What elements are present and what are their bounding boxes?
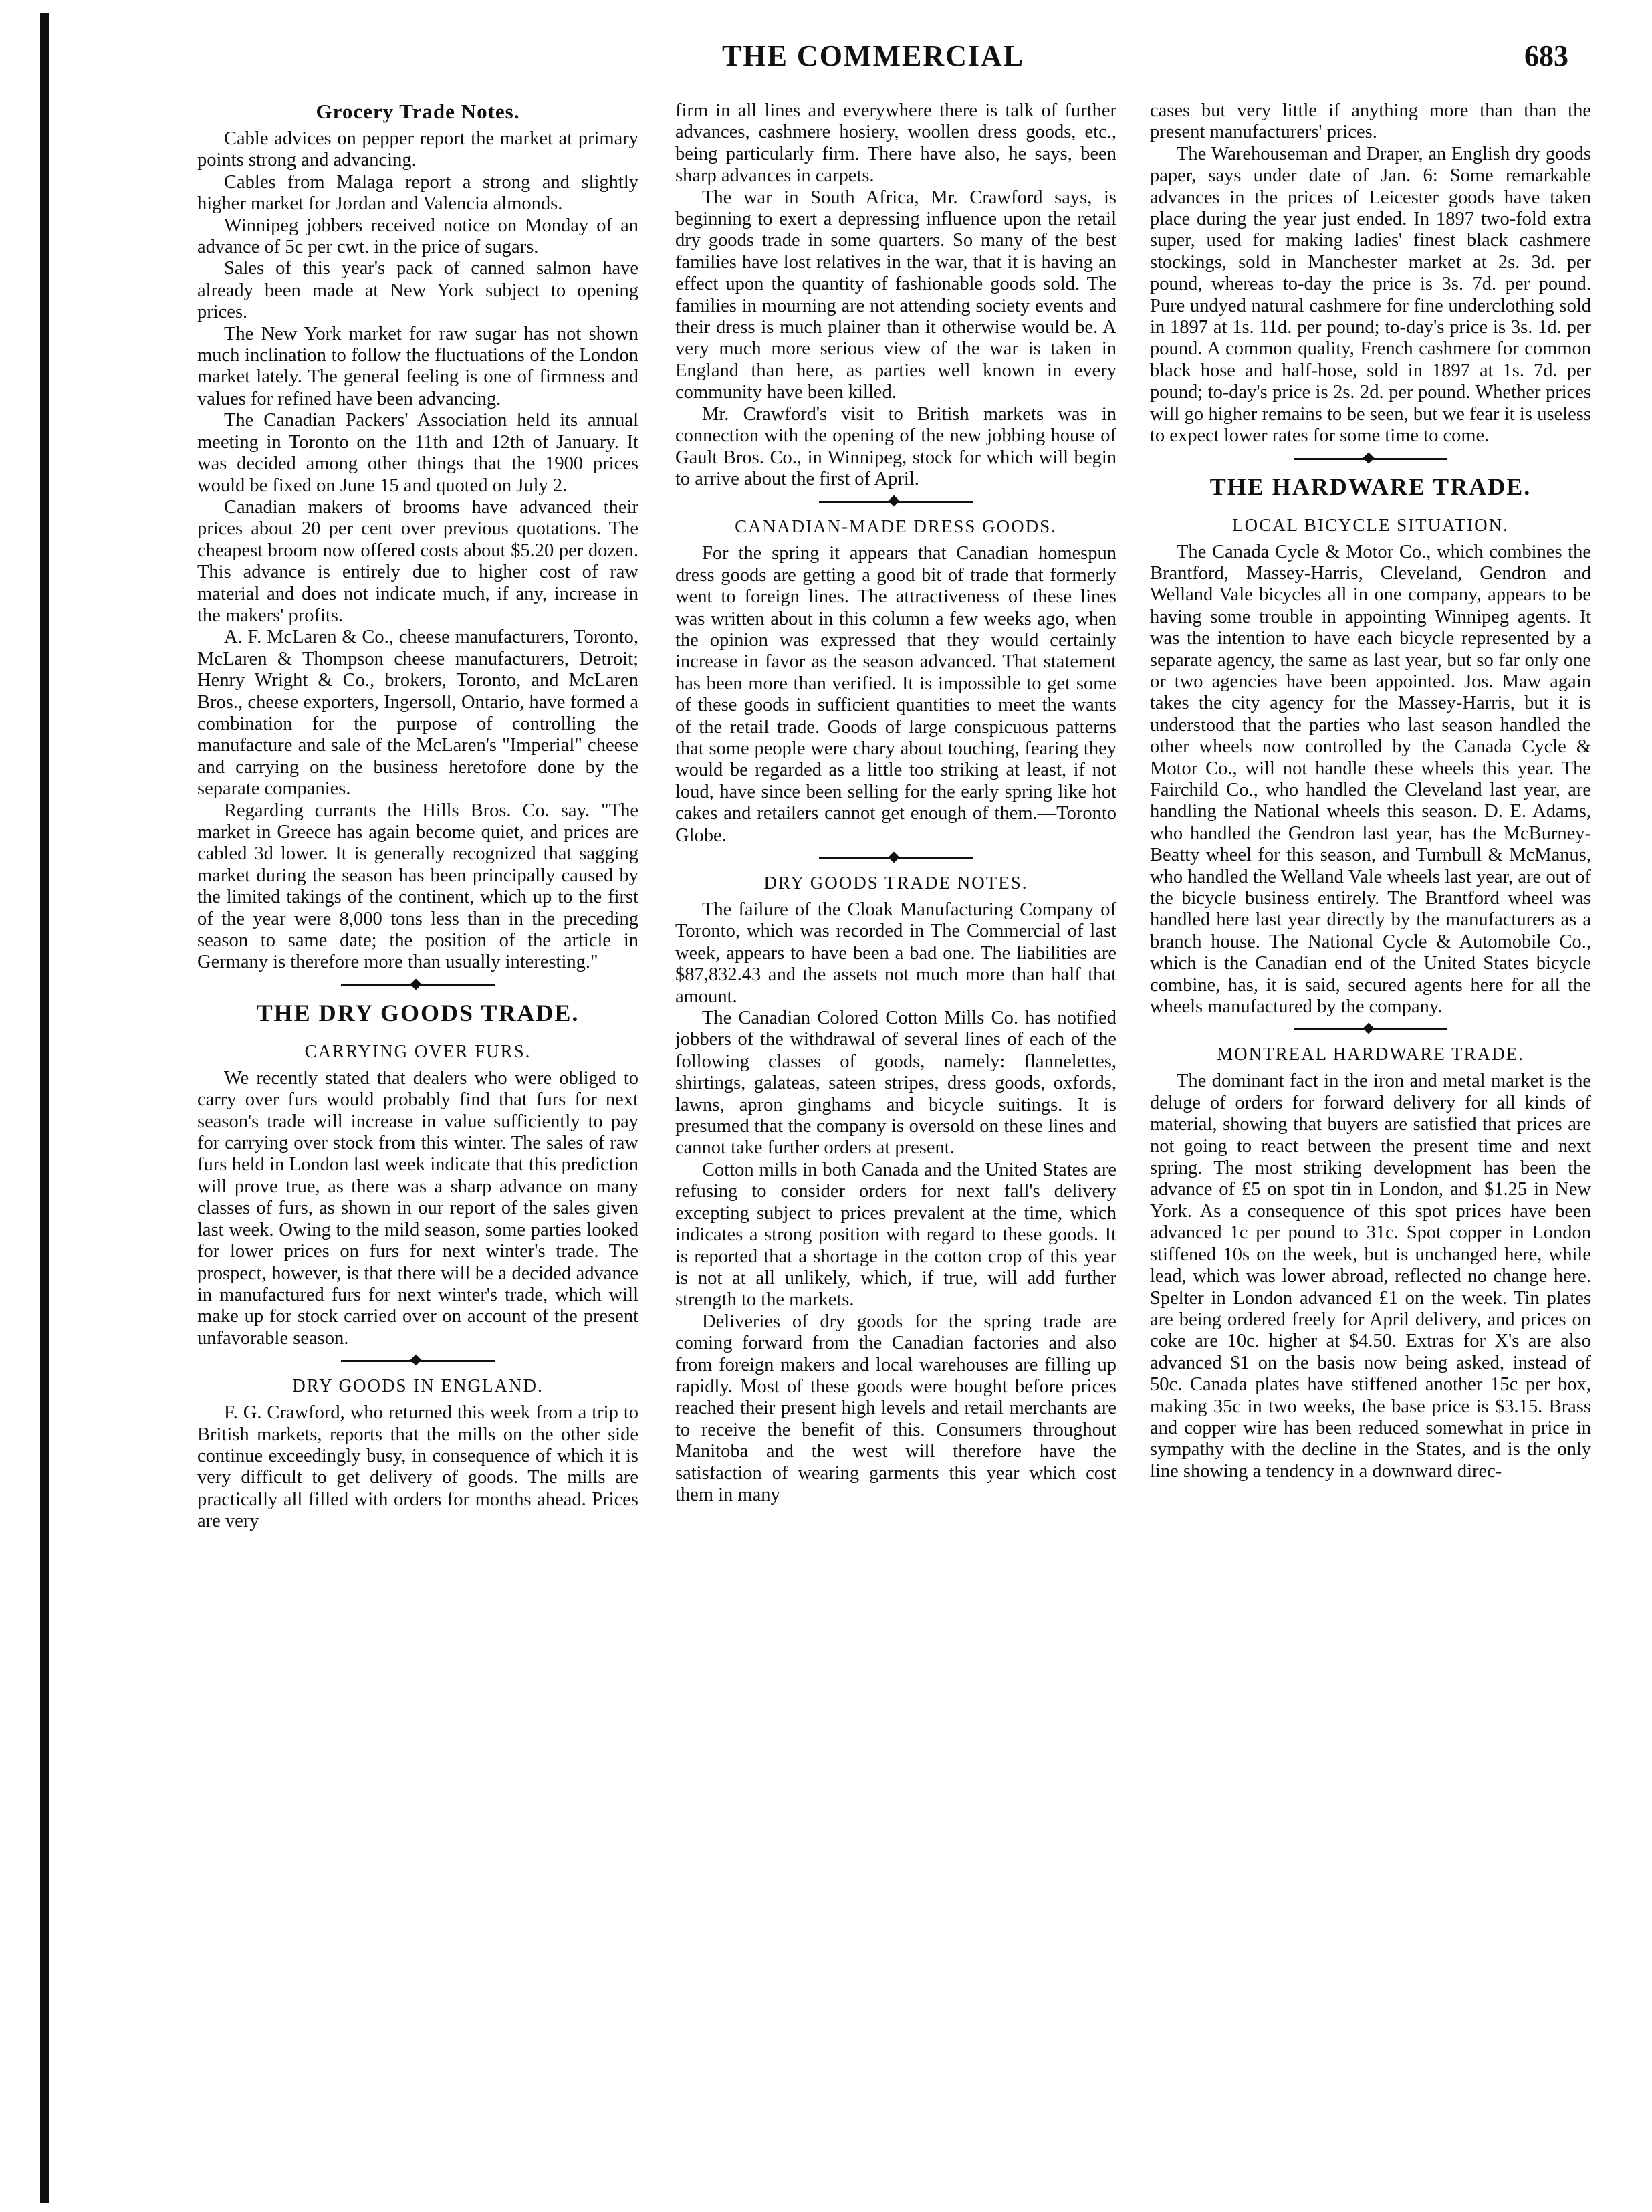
- paragraph: The failure of the Cloak Manufacturing Company of Toronto, which was recorded in The Commercial of last week, appears to have been a bad one. The liabilities are $87,832.43 and the assets not much more than half that amount.: [675, 899, 1116, 1007]
- carrying-over-furs: [197, 1040, 638, 1349]
- hardware-trade-heading: THE HARDWARE TRADE.: [1209, 473, 1532, 500]
- paragraph: Deliveries of dry goods for the spring trade are coming forward from the Canadian factories and also from foreign makers and local warehouses are filling up rapidly. Most of these goods were bought before prices reached their present high levels and retail merchants are to receive the benefit of this. Consumers throughout Manitoba and the west will therefore have the satisfaction of wearing garments this year which cost them in many: [675, 1311, 1116, 1505]
- canadian-made-heading: CANADIAN-MADE DRESS GOODS.: [735, 516, 1057, 537]
- paragraph: For the spring it appears that Canadian homespun dress goods are getting a good bit of trade that formerly went to foreign lines. The attractiveness of these lines was written about in this column a few weeks ago, when the opinion was expressed that they would certainly increase in favor as the season advanced. That statement has been more than verified. It is impossible to get some of these goods in sufficient quantities to meet the wants of the retail trade. Goods of large conspicuous patterns that some people were chary about touching, fearing they would be regarded as a little too striking at least, if not loud, have since been selling for the early spring like hot cakes and retailers cannot get enough of them.—Toronto Globe.: [675, 543, 1116, 846]
- dry-goods-trade-heading: THE DRY GOODS TRADE.: [256, 999, 580, 1026]
- paragraph: The war in South Africa, Mr. Crawford says, is beginning to exert a depressing influence upon the retail dry goods trade in some quarters. So many of the best families have lost relatives in the war, that it is having an effect upon the quantity of fashionable goods sold. The families in mourning are not attending society events and their dress is much plainer than it otherwise would be. A very much more serious view of the war is taken in England than here, as parties well known in every community have been killed.: [675, 187, 1116, 403]
- dry-goods-notes-heading: DRY GOODS TRADE NOTES.: [763, 873, 1028, 893]
- montreal-heading: MONTREAL HARDWARE TRADE.: [1217, 1044, 1524, 1065]
- paragraph: firm in all lines and everywhere there is talk of further advances, cashmere hosiery, woollen dress goods, etc., being particularly firm. There have also, he says, been sharp advances in carpets.: [675, 100, 1116, 187]
- paragraph: Cotton mills in both Canada and the United States are refusing to consider orders for next fall's delivery excepting subject to prices prevalent at the time, which indicates a strong position with regard to these goods. It is reported that a shortage in the cotton crop of this year is not at all unlikely, which, if true, will add further strength to the markets.: [675, 1159, 1116, 1311]
- section-divider: [1294, 1028, 1447, 1030]
- section-divider: [1294, 458, 1447, 460]
- paragraph: The dominant fact in the iron and metal market is the deluge of orders for forward delivery for all kinds of material, showing that buyers are satisfied that prices are not going to react between the present time and next spring. The most striking development has been the advance of £5 on spot tin in London, and $1.25 in New York. As a consequence of this spot prices have been advanced 1c per pound to 31c. Spot copper in London stiffened 10s on the week, but is unchanged here, while lead, which was lower abroad, reflected no change here. Spelter in London advanced £1 on the week. Tin plates are being ordered freely for April delivery, and prices on coke are 10c. higher at $4.50. Extras for X's are also advanced $1 on the basis now being asked, instead of 50c. Canada plates have stiffened another 15c per box, making 35c in two weeks, the base price is $3.15. Brass and copper wire has been reduced somewhat in price in sympathy with the decline in the States, and is the only line showing a tendency in a downward direc-: [1150, 1071, 1591, 1482]
- column-3: [1150, 100, 1591, 2187]
- paragraph: Cables from Malaga report a strong and slightly higher market for Jordan and Valencia almonds.: [197, 171, 638, 215]
- paragraph: The Canadian Colored Cotton Mills Co. has notified jobbers of the withdrawal of several lines of each of the following classes of goods, namely: flannelettes, shirtings, galateas, sateen stripes, dress goods, oxfords, lawns, apron ginghams and bicycle suitings. It is presumed that the company is oversold on these lines and cannot take further orders at present.: [675, 1008, 1116, 1159]
- paragraph: Winnipeg jobbers received notice on Monday of an advance of 5c per cwt. in the price of sugars.: [197, 215, 638, 258]
- column-1: [197, 100, 638, 2187]
- page-number: 683: [1524, 39, 1568, 72]
- dry-goods-trade-notes: [675, 871, 1116, 1506]
- dry-goods-in-england: [197, 1374, 638, 1532]
- column-2: [675, 100, 1116, 2187]
- paragraph: Sales of this year's pack of canned salmon have already been made at New York subject to opening prices.: [197, 258, 638, 323]
- paragraph: We recently stated that dealers who were obliged to carry over furs would probably find that furs for next season's trade will increase in value sufficiently to pay for carrying over stock from this winter. The sales of raw furs held in London last week indicate that this prediction will prove true, as there was a sharp advance on many classes of furs, as shown in our report of the sales given last week. Owing to the mild season, some parties looked for lower prices on furs for next winter's trade. The prospect, however, is that there will be a decided advance in manufactured furs for next winter's trade, which will make up for stock carried over on account of the present unfavorable season.: [197, 1067, 638, 1349]
- paragraph: The Canada Cycle & Motor Co., which combines the Brantford, Massey-Harris, Cleveland, Gendron and Welland Vale bicycles all in one company, appears to be having some trouble in appointing Winnipeg agents. It was the intention to have each bicycle represented by a separate agency, the same as last year, but so far only one or two agencies have been appointed. Jos. Maw again takes the city agency for the Massey-Harris, but it is understood that the parties who last season handled the other wheels now controlled by the Canada Cycle & Motor Co., will not handle these wheels this year. The Fairchild Co., who handled the Cleveland last year, are handling the National wheels this season. D. E. Adams, who handled the Gendron last year, has the McBurney-Beatty wheel for this season, and Turnbull & McManus, who handled the Welland Vale wheels last year, are out of the bicycle business entirely. The Brantford wheel was handled here last year directly by the manufacturers as a branch house. The National Cycle & Automobile Co., which is the Canadian end of the United States bicycle combine, has, it is said, secured agents here for all the wheels manufactured by the company.: [1150, 541, 1591, 1018]
- furs-heading: CARRYING OVER FURS.: [304, 1040, 532, 1061]
- england-heading: DRY GOODS IN ENGLAND.: [292, 1375, 544, 1396]
- paragraph: The Warehouseman and Draper, an English dry goods paper, says under date of Jan. 6: Some remarkable advances in the prices of Leicester goods have taken place during the year just ended. In 1897 two-fold extra super, used for making ladies' finest black cashmere stockings, sold in Manchester market at 2s. 3d. per pound, whereas to-day the price is 3s. 7d. per pound. Pure undyed natural cashmere for fine underclothing sold in 1897 at 1s. 11d. per pound; to-day's price is 3s. 1d. per pound. A common quality, French cashmere for common black hose and half-hose, sold in 1897 at 1s. 7d. per pound; to-day's price is 2s. 2d. per pound. Whether prices will go higher remains to be seen, but we fear it is useless to expect lower rates for some time to come.: [1150, 143, 1591, 447]
- publication-title: THE COMMERCIAL: [722, 39, 1025, 72]
- montreal-hardware-trade: [1150, 1042, 1591, 1482]
- paragraph: Regarding currants the Hills Bros. Co. say. "The market in Greece has again become quiet, and prices are cabled 3d lower. It is generally recognized that sagging market during the season has been principally caused by the limited takings of the continent, which up to the first of the year were 8,000 tons less than in the preceding season to same date; the position of the article in Germany is therefore more than usually interesting.": [197, 800, 638, 973]
- paragraph: The Canadian Packers' Association held its annual meeting in Toronto on the 11th and 12th of January. It was decided among other things that the 1900 prices would be fixed on June 15 and quoted on July 2.: [197, 410, 638, 496]
- grocery-heading: Grocery Trade Notes.: [316, 100, 520, 123]
- section-divider: [341, 1360, 495, 1362]
- grocery-trade-notes: [197, 100, 638, 974]
- bicycle-heading: LOCAL BICYCLE SITUATION.: [1232, 514, 1509, 535]
- running-header: [0, 39, 1652, 79]
- paragraph: Canadian makers of brooms have advanced their prices about 20 per cent over previous quotations. The cheapest broom now offered costs about $5.20 per dozen. This advance is entirely due to higher cost of raw material and does not indicate much, if any, increase in the makers' profits.: [197, 496, 638, 626]
- paragraph: F. G. Crawford, who returned this week from a trip to British markets, reports that the mills on the other side continue exceedingly busy, in consequence of which it is very difficult to get delivery of goods. The mills are practically all filled with orders for months ahead. Prices are very: [197, 1402, 638, 1532]
- local-bicycle-situation: [1150, 514, 1591, 1018]
- paragraph: cases but very little if anything more than than the present manufacturers' prices.: [1150, 100, 1591, 143]
- page-binding-edge: [40, 13, 49, 2203]
- section-divider: [819, 857, 973, 859]
- paragraph: The New York market for raw sugar has not shown much inclination to follow the fluctuations of the London market lately. The general feeling is one of firmness and values for refined have been advancing.: [197, 323, 638, 409]
- section-divider: [341, 984, 495, 986]
- section-divider: [819, 501, 973, 503]
- canadian-made-dress-goods: [675, 515, 1116, 847]
- paragraph: Cable advices on pepper report the market at primary points strong and advancing.: [197, 128, 638, 171]
- paragraph: A. F. McLaren & Co., cheese manufacturers, Toronto, McLaren & Thompson cheese manufacturers, Detroit; Henry Wright & Co., brokers, Toronto, and McLaren Bros., cheese exporters, Ingersoll, Ontario, have formed a combination for the purpose of controlling the manufacture and sale of the McLaren's "Imperial" cheese and carrying on the business heretofore done by the separate companies.: [197, 627, 638, 800]
- dry-goods-in-england-continued: [675, 100, 1116, 490]
- warehouseman-and-draper: [1150, 100, 1591, 447]
- paragraph: Mr. Crawford's visit to British markets was in connection with the opening of the new jobbing house of Gault Bros. Co., in Winnipeg, stock for which will begin to arrive about the first of April.: [675, 403, 1116, 489]
